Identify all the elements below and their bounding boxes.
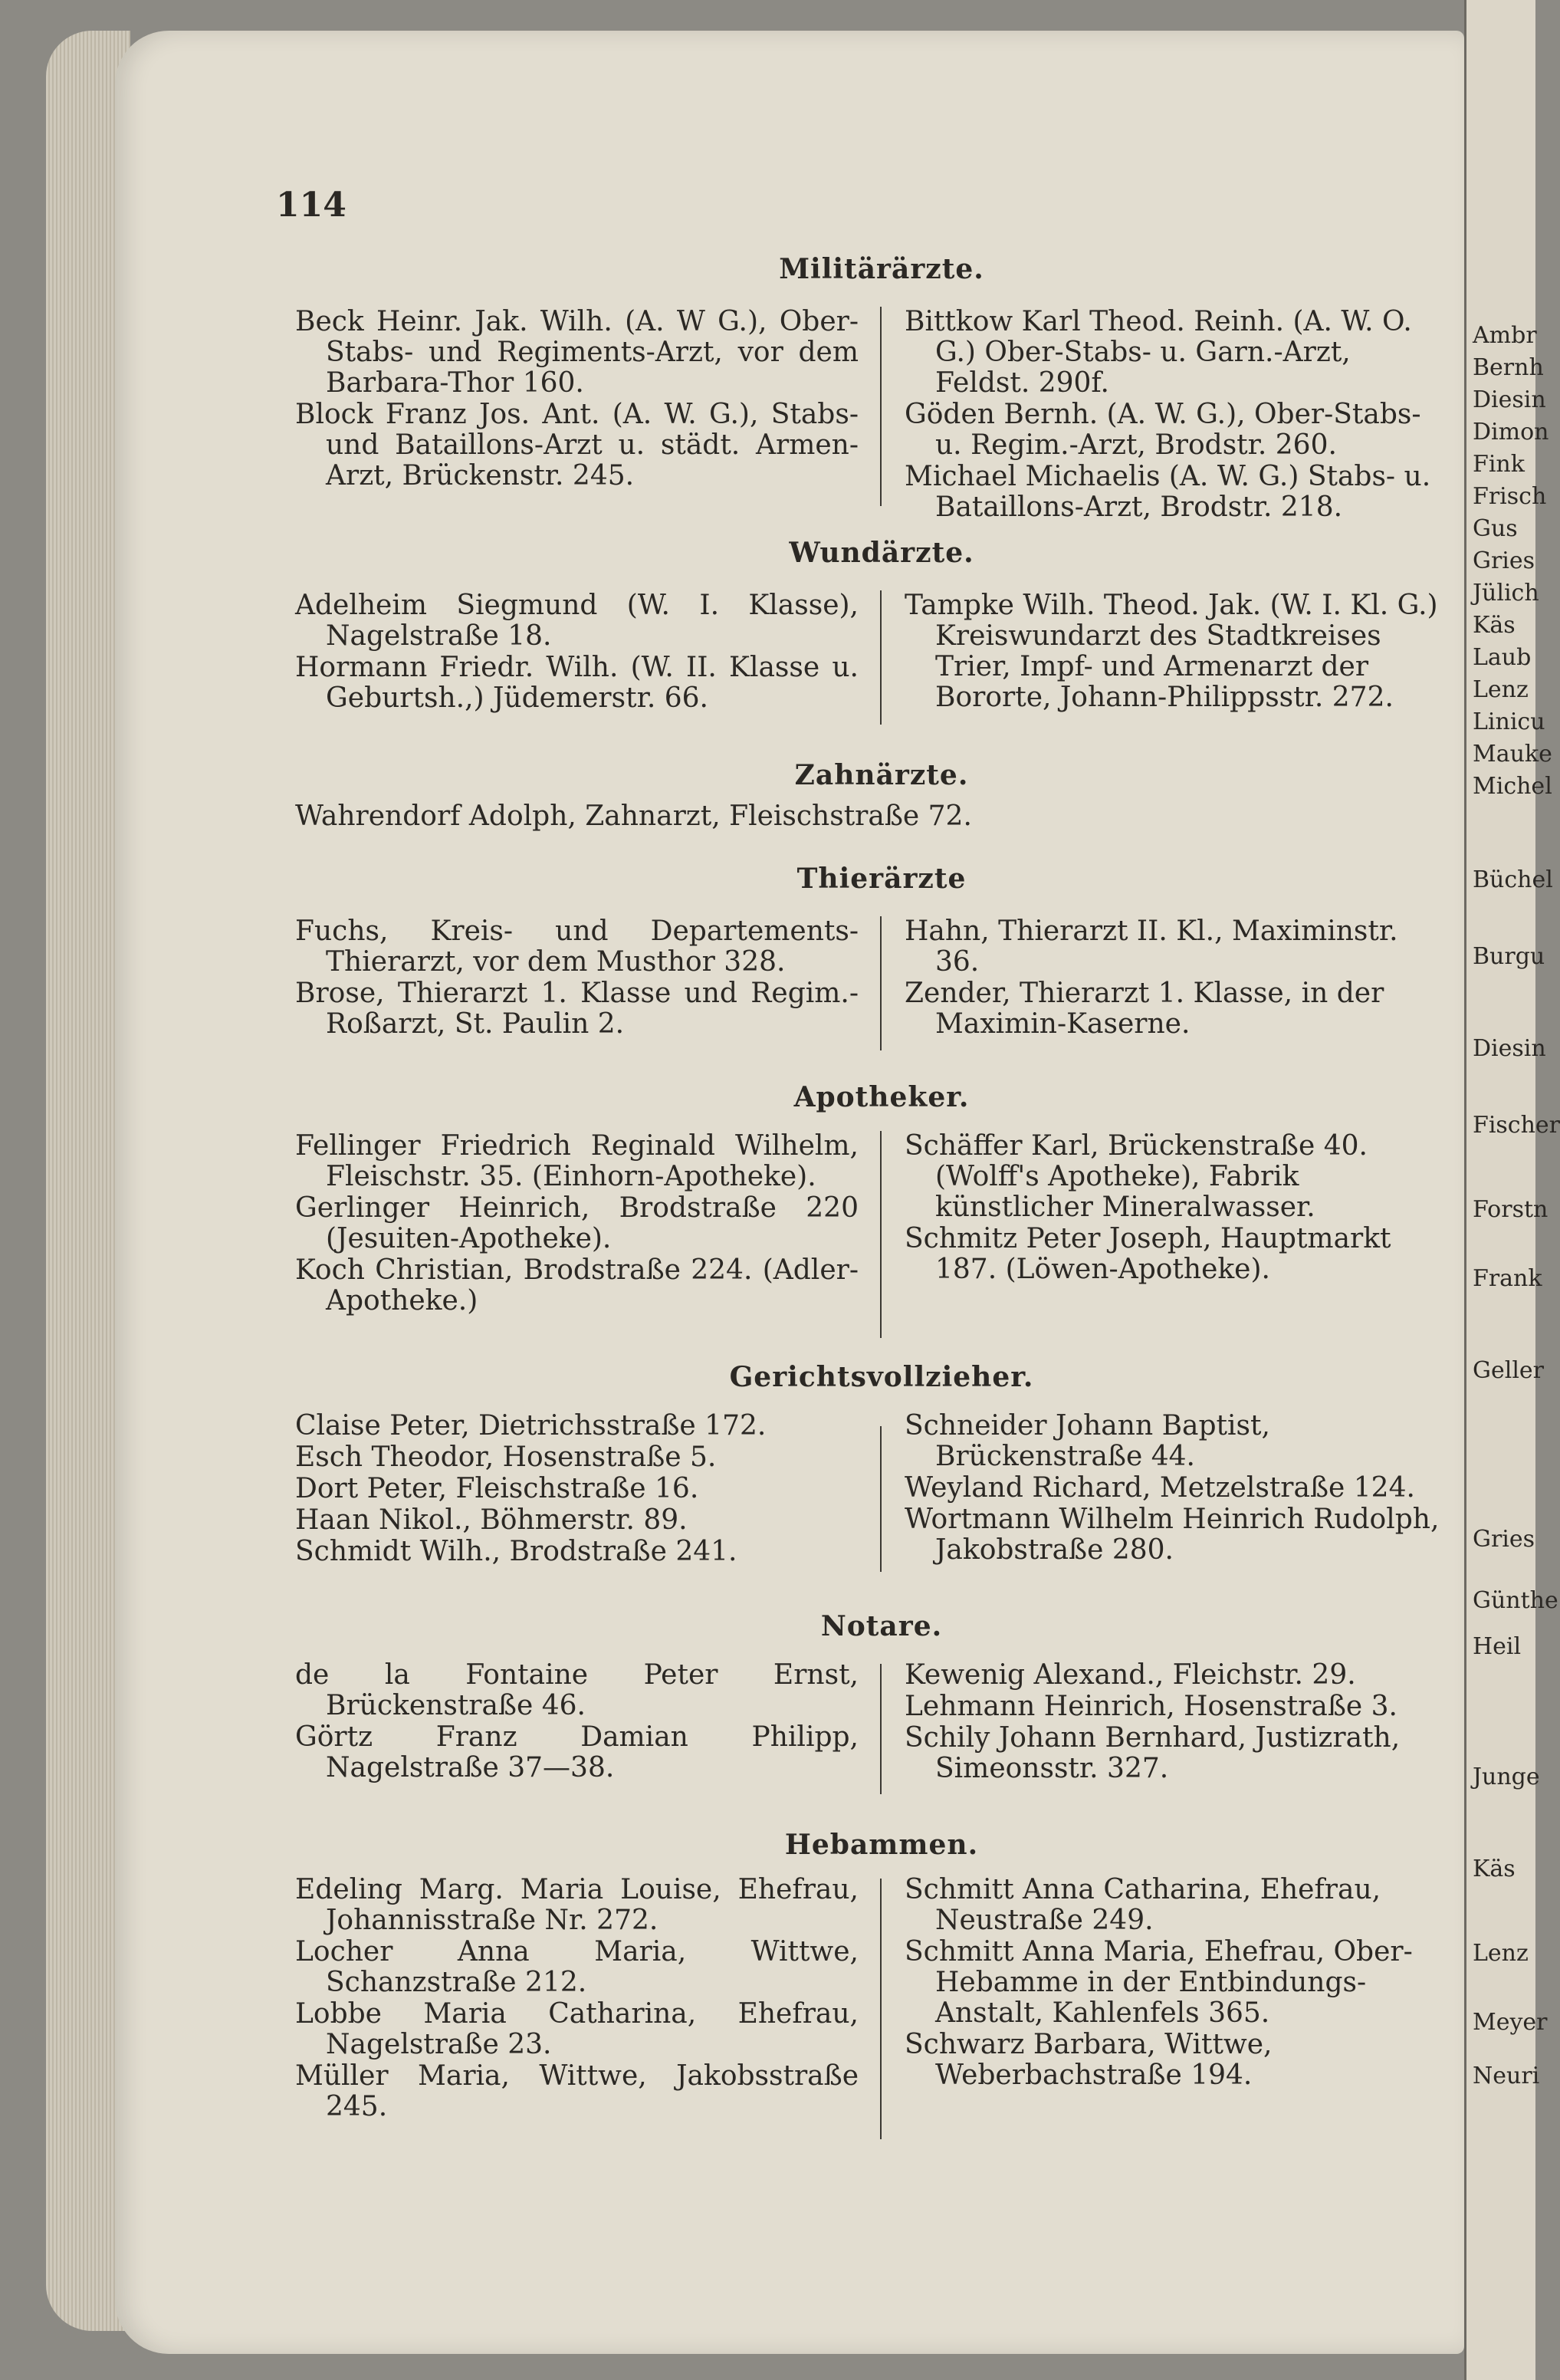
directory-entry: Tampke Wilh. Theod. Jak. (W. I. Kl. G.) Kreiswundarzt des Stadtkreises Trier, Impf- und Armenarzt der Bororte, Johann-Philippsstr. 272. xyxy=(905,590,1438,713)
directory-entry: Lehmann Heinrich, Hosenstraße 3. xyxy=(905,1691,1397,1722)
section-right-column xyxy=(905,307,1441,524)
directory-entry: Wahrendorf Adolph, Zahnarzt, Fleischstraße 72. xyxy=(295,800,972,832)
facing-fragment: Diesin xyxy=(1473,386,1546,413)
directory-entry: Müller Maria, Wittwe, Jakobsstraße 245. xyxy=(295,2060,859,2122)
facing-page xyxy=(1464,0,1560,2380)
directory-entry: Haan Nikol., Böhmerstr. 89. xyxy=(295,1504,688,1536)
section-heading-notare: Notare. xyxy=(820,1610,943,1642)
column-divider xyxy=(880,916,882,1050)
section-left-column xyxy=(295,1131,859,1317)
column-divider xyxy=(880,1426,882,1572)
facing-fragment: Laub xyxy=(1473,644,1532,671)
directory-entry: Brose, Thierarzt 1. Klasse und Regim.-Roßarzt, St. Paulin 2. xyxy=(295,978,859,1040)
directory-entry: Schmidt Wilh., Brodstraße 241. xyxy=(295,1536,737,1567)
page-number: 114 xyxy=(276,186,346,225)
column-divider xyxy=(880,1664,882,1794)
facing-fragment: Michel xyxy=(1473,773,1552,800)
section-right-column xyxy=(905,1660,1441,1785)
facing-fragment: Meyer xyxy=(1473,2009,1548,2036)
facing-fragment: Fink xyxy=(1473,451,1525,478)
section-left-column xyxy=(295,1875,859,2123)
section-left-column xyxy=(295,1660,859,1784)
directory-entry: Schmitt Anna Maria, Ehefrau, Ober-Hebamme in der Entbindungs-Anstalt, Kahlenfels 365. xyxy=(905,1936,1413,2029)
directory-entry: Kewenig Alexand., Fleichstr. 29. xyxy=(905,1659,1356,1691)
facing-fragment: Ambr xyxy=(1473,322,1537,349)
section-heading-hebammen: Hebammen. xyxy=(784,1829,979,1861)
section-right-column xyxy=(905,1131,1441,1286)
facing-fragment: Lenz xyxy=(1473,676,1529,703)
facing-fragment: Geller xyxy=(1473,1357,1545,1384)
directory-entry: de la Fontaine Peter Ernst, Brückenstraße 46. xyxy=(295,1659,859,1721)
facing-fragment: Burgu xyxy=(1473,943,1545,970)
directory-entry: Weyland Richard, Metzelstraße 124. xyxy=(905,1472,1415,1504)
section-single-column xyxy=(295,801,1445,833)
directory-entry: Zender, Thierarzt 1. Klasse, in der Maximin-Kaserne. xyxy=(905,978,1384,1040)
facing-fragment: Heil xyxy=(1473,1633,1522,1660)
section-heading-zahnaerzte: Zahnärzte. xyxy=(794,759,969,791)
facing-fragment: Frisch xyxy=(1473,483,1547,510)
facing-fragment: Frank xyxy=(1473,1265,1542,1292)
facing-fragment: Büchel xyxy=(1473,866,1553,893)
column-divider xyxy=(880,590,882,725)
directory-entry: Schäffer Karl, Brückenstraße 40. (Wolff's Apotheke), Fabrik künstlicher Mineralwasser. xyxy=(905,1130,1368,1223)
facing-fragment: Diesin xyxy=(1473,1035,1546,1062)
directory-entry: Schmitt Anna Catharina, Ehefrau, Neustraße 249. xyxy=(905,1874,1381,1936)
directory-entry: Fuchs, Kreis- und Departements-Thierarzt, vor dem Musthor 328. xyxy=(295,916,859,978)
directory-entry: Adelheim Siegmund (W. I. Klasse), Nagelstraße 18. xyxy=(295,590,859,652)
section-left-column xyxy=(295,590,859,715)
section-heading-gerichtsvollzieher: Gerichtsvollzieher. xyxy=(729,1361,1034,1393)
section-right-column xyxy=(905,1875,1441,2092)
facing-fragment: Gries xyxy=(1473,1526,1535,1553)
directory-entry: Dort Peter, Fleischstraße 16. xyxy=(295,1473,699,1504)
directory-entry: Görtz Franz Damian Philipp, Nagelstraße 37—38. xyxy=(295,1721,859,1783)
column-divider xyxy=(880,1131,882,1338)
directory-entry: Esch Theodor, Hosenstraße 5. xyxy=(295,1441,717,1473)
section-right-column xyxy=(905,590,1441,714)
section-right-column xyxy=(905,1411,1441,1566)
facing-fragment: Jülich xyxy=(1473,580,1539,607)
directory-entry: Lobbe Maria Catharina, Ehefrau, Nagelstraße 23. xyxy=(295,1998,859,2060)
facing-fragment: Neuri xyxy=(1473,2063,1540,2089)
facing-fragment: Käs xyxy=(1473,612,1516,639)
column-divider xyxy=(880,307,882,506)
directory-entry: Hormann Friedr. Wilh. (W. II. Klasse u. Geburtsh.,) Jüdemerstr. 66. xyxy=(295,652,859,714)
facing-fragment: Bernh xyxy=(1473,354,1544,381)
facing-fragment: Gries xyxy=(1473,547,1535,574)
facing-fragment: Mauke xyxy=(1473,741,1552,768)
section-heading-apotheker: Apotheker. xyxy=(793,1081,970,1113)
directory-entry: Wortmann Wilhelm Heinrich Rudolph, Jakobstraße 280. xyxy=(905,1504,1440,1566)
directory-entry: Bittkow Karl Theod. Reinh. (A. W. O. G.) Ober-Stabs- u. Garn.-Arzt, Feldst. 290f. xyxy=(905,306,1412,399)
directory-entry: Schily Johann Bernhard, Justizrath, Simeonsstr. 327. xyxy=(905,1722,1401,1784)
directory-entry: Edeling Marg. Maria Louise, Ehefrau, Johannisstraße Nr. 272. xyxy=(295,1874,859,1936)
section-heading-thieraerzte: Thierärzte xyxy=(796,863,967,895)
directory-entry: Schneider Johann Baptist, Brückenstraße 44. xyxy=(905,1410,1270,1472)
facing-fragment: Forstn xyxy=(1473,1196,1549,1223)
directory-entry: Block Franz Jos. Ant. (A. W. G.), Stabs- und Bataillons-Arzt u. städt. Armen-Arzt, Brückenstr. 245. xyxy=(295,399,859,491)
facing-fragment: Günthe xyxy=(1473,1587,1558,1614)
facing-fragment: Linicu xyxy=(1473,708,1545,735)
facing-fragment: Käs xyxy=(1473,1856,1516,1882)
column-divider xyxy=(880,1879,882,2139)
facing-fragment: Lenz xyxy=(1473,1940,1529,1967)
section-heading-militaeraerzte: Militärärzte. xyxy=(779,253,984,285)
section-left-column xyxy=(295,916,859,1040)
directory-entry: Beck Heinr. Jak. Wilh. (A. W G.), Ober-Stabs- und Regiments-Arzt, vor dem Barbara-Thor 160. xyxy=(295,306,859,399)
facing-fragment: Gus xyxy=(1473,515,1518,542)
section-heading-wundaerzte: Wundärzte. xyxy=(789,537,974,569)
section-right-column xyxy=(905,916,1441,1040)
section-left-column xyxy=(295,1411,859,1568)
directory-entry: Claise Peter, Dietrichsstraße 172. xyxy=(295,1410,767,1441)
directory-entry: Gerlinger Heinrich, Brodstraße 220 (Jesuiten-Apotheke). xyxy=(295,1192,859,1254)
directory-entry: Schwarz Barbara, Wittwe, Weberbachstraße 194. xyxy=(905,2029,1273,2091)
directory-entry: Fellinger Friedrich Reginald Wilhelm, Fleischstr. 35. (Einhorn-Apotheke). xyxy=(295,1130,859,1192)
directory-entry: Locher Anna Maria, Wittwe, Schanzstraße 212. xyxy=(295,1936,859,1998)
directory-entry: Michael Michaelis (A. W. G.) Stabs- u. Bataillons-Arzt, Brodstr. 218. xyxy=(905,461,1431,523)
facing-fragment: Fischer xyxy=(1473,1112,1560,1139)
directory-entry: Hahn, Thierarzt II. Kl., Maximinstr. 36. xyxy=(905,916,1398,978)
facing-fragment: Junge xyxy=(1473,1764,1540,1790)
directory-entry: Göden Bernh. (A. W. G.), Ober-Stabs- u. Regim.-Arzt, Brodstr. 260. xyxy=(905,399,1421,461)
facing-fragment: Dimon xyxy=(1473,419,1549,445)
directory-entry: Koch Christian, Brodstraße 224. (Adler-Apotheke.) xyxy=(295,1254,859,1317)
section-left-column xyxy=(295,307,859,492)
directory-entry: Schmitz Peter Joseph, Hauptmarkt 187. (Löwen-Apotheke). xyxy=(905,1223,1391,1285)
